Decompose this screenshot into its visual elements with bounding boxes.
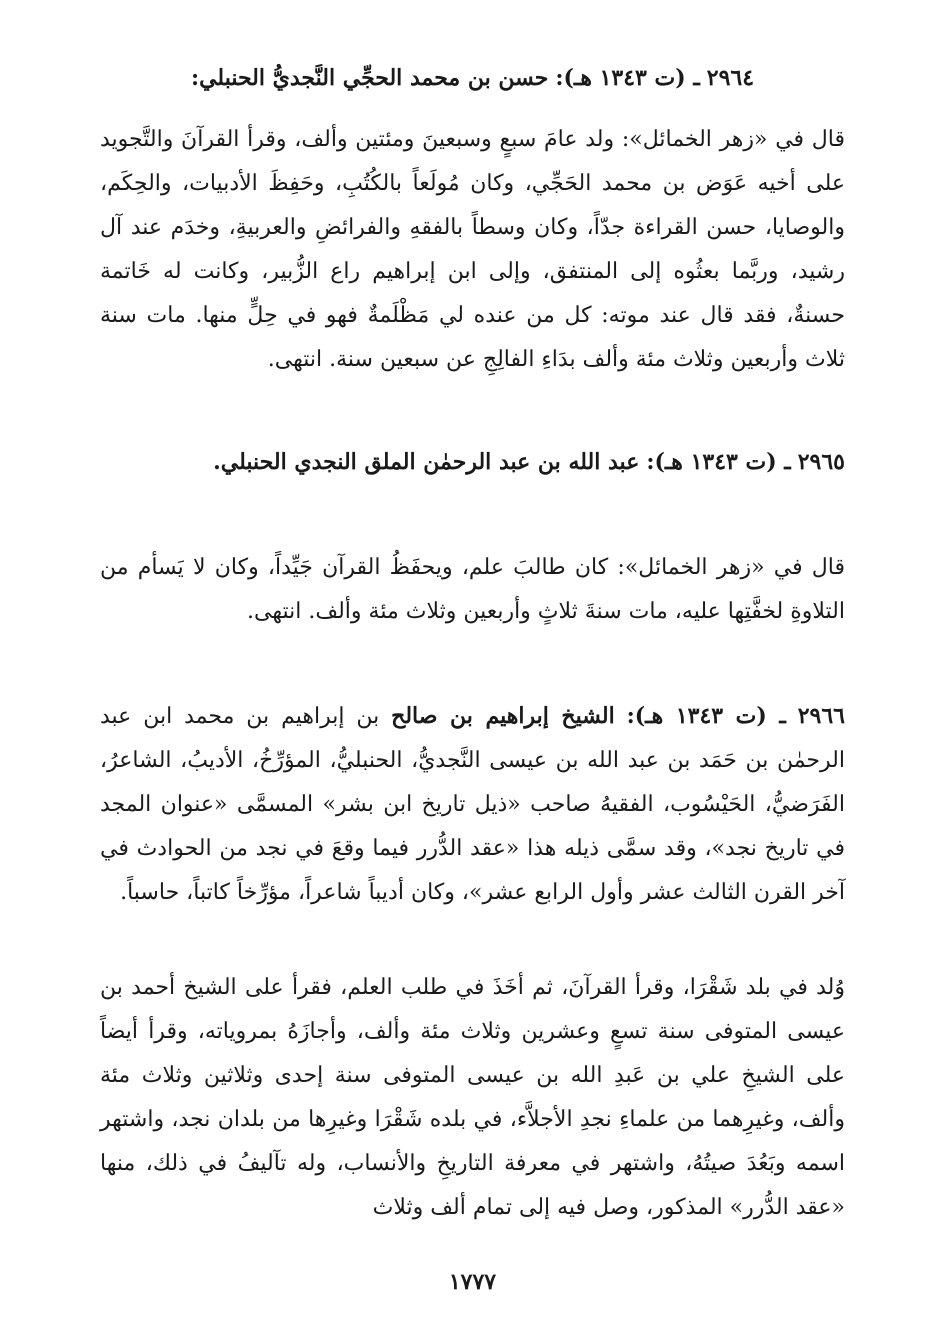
paragraph: وُلد في بلد شَقْرَا، وقرأ القرآنَ، ثم أخَذَ في طلب العلم، فقرأ على الشيخ أحمد بن عيسى المتوفى سنة تسعٍ وعشرين وثلاث مئة وألف، وأجازَهُ بمروياته، وقرأ أيضاً على الشيخِ علي بن عَبدِ الله بن عيسى المتوفى سنة إحدى وثلاثين وثلاث مئة وألف، وغيرِهما من علماءِ نجدِ الأجلاَّء، في بلده شَقْرَا وغيرِها من بلدان نجد، واشتهر اسمه وبَعُدَ صيتُهُ، واشتهر في معرفة التاريخِ والأنساب، وله تآليفُ في ذلك، منها «عقد الدُّرر» المذكور، وصل فيه إلى تمام ألف وثلاث xyxy=(100,975,845,1220)
death-date: (ت ١٣٤٣ هـ): xyxy=(646,449,777,475)
page-number: ١٧٧٧ xyxy=(448,1269,497,1295)
entry-heading-2964: ٢٩٦٤ ـ (ت ١٣٤٣ هـ): حسن بن محمد الحجِّي النَّجديُّ الحنبلي: xyxy=(190,65,755,91)
entry-body-2966 xyxy=(100,966,845,1230)
entry-name: عبد الله بن عبد الرحمٰن الملق النجدي الحنبلي. xyxy=(213,449,640,475)
entry-number: ٢٩٦٥ xyxy=(797,449,845,475)
entry-body-2965 xyxy=(100,546,845,634)
entry-heading-2965: ٢٩٦٥ ـ (ت ١٣٤٣ هـ): عبد الله بن عبد الرحمٰن الملق النجدي الحنبلي. xyxy=(213,449,845,475)
paragraph: قال في «زهر الخمائل»: ولد عامَ سبعٍ وسبعينَ ومئتين وألف، وقرأ القرآنَ والتَّجويد على أخيه عَوَض بن محمد الحَجِّي، وكان مُولَعاً بالكُتُبِ، وحَفِظَ الأدبيات، والحِكَم، والوصايا، حسن القراءة جدّاً، وكان وسطاً بالفقهِ والفرائضِ والعربيةِ، وخدَم عند آل رشيد، وربَّما بعثُوه إلى المنتفق، وإلى ابن إبراهيم راع الزُّبير، وكانت له خَاتمة حسنةٌ، فقد قال عند موته: كل من عنده لي مَظْلَمةٌ فهو في حِلٍّ منها. مات سنة ثلاث وأربعين وثلاث مئة وألف بدَاءِ الفالِجِ عن سبعين سنة. انتهى. xyxy=(100,127,845,372)
death-date: (ت ١٣٤٣ هـ): xyxy=(555,65,686,91)
entry-description: بن إبراهيم بن محمد ابن عبد الرحمٰن بن حَمَد بن عبد الله بن عيسى النَّجديُّ، الحنبليُّ، المؤرِّخُ، الأديبُ، الشاعرُ، الفَرَضيُّ، الحَيْسُوب، الفقيهُ صاحب «ذيل تاريخ ابن بشر» المسمَّى «عنوان المجد في تاريخ نجد»، وقد سمَّى ذيله هذا «عقد الدُّرر فيما وقعَ في نجد من الحوادث في آخر القرن الثالث عشر وأول الرابع عشر»، وكان أديباً شاعراً، مؤرِّخاً كاتباً، حاسباً. xyxy=(100,704,845,905)
entry-number: ٢٩٦٦ xyxy=(797,703,845,729)
entry-name: حسن بن محمد الحجِّي النَّجديُّ الحنبلي: xyxy=(190,65,549,91)
entry-number: ٢٩٦٤ xyxy=(706,65,755,91)
paragraph: قال في «زهر الخمائل»: كان طالبَ علم، ويحفَظُ القرآن جَيِّداً، وكان لا يَسأم من التلاوةِ لخفَّتِها عليه، مات سنةَ ثلاثٍ وأربعين وثلاث مئة وألف. انتهى. xyxy=(100,555,845,624)
document-page xyxy=(100,0,845,1337)
death-date: (ت ١٣٤٣ هـ): xyxy=(626,703,767,729)
entry-name: الشيخ إبراهيم بن صالح xyxy=(391,703,615,729)
entry-heading-2966: ٢٩٦٦ ـ (ت ١٣٤٣ هـ): الشيخ إبراهيم بن صالح بن إبراهيم بن محمد ابن عبد الرحمٰن بن حَمَد بن عبد الله بن عيسى النَّجديُّ، الحنبليُّ، المؤرِّخُ، الأديبُ، الشاعرُ، الفَرَضيُّ، الحَيْسُوب، الفقيهُ صاحب «ذيل تاريخ ابن بشر» المسمَّى «عنوان المجد في تاريخ نجد»، وقد سمَّى ذيله هذا «عقد الدُّرر فيما وقعَ في نجد من الحوادث في آخر القرن الثالث عشر وأول الرابع عشر»، وكان أديباً شاعراً، مؤرِّخاً كاتباً، حاسباً. xyxy=(100,703,845,905)
entry-body-2964 xyxy=(100,118,845,382)
